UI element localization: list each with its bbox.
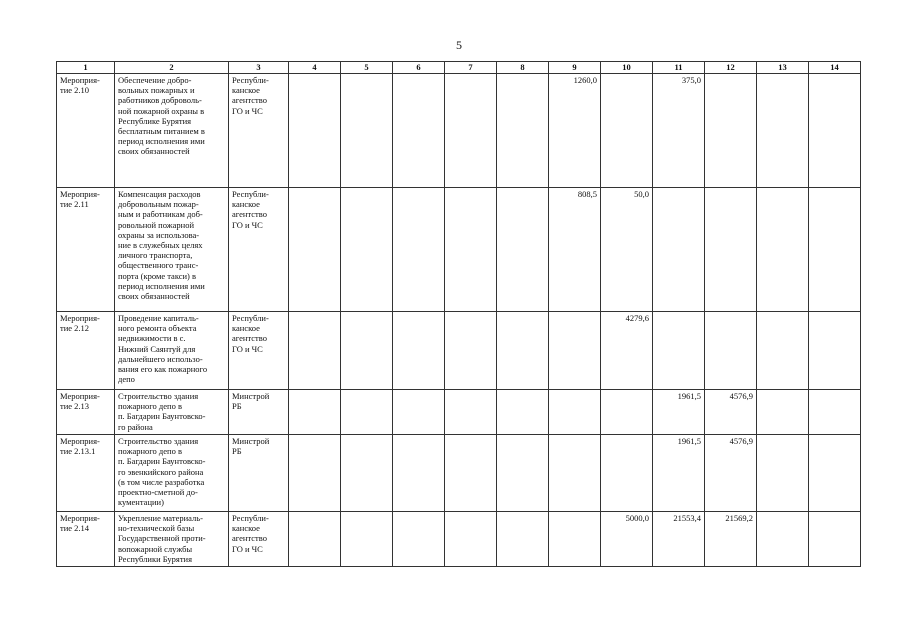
measure-name-cell: Мероприя- тие 2.11 bbox=[57, 188, 115, 312]
column-header: 1 bbox=[57, 62, 115, 74]
value-cell bbox=[445, 512, 497, 567]
value-cell bbox=[289, 512, 341, 567]
value-cell: 1961,5 bbox=[653, 390, 705, 435]
value-cell bbox=[445, 435, 497, 512]
value-cell: 375,0 bbox=[653, 74, 705, 188]
value-cell bbox=[341, 435, 393, 512]
value-cell bbox=[445, 312, 497, 390]
value-cell: 4576,9 bbox=[705, 435, 757, 512]
value-cell bbox=[601, 390, 653, 435]
column-header: 7 bbox=[445, 62, 497, 74]
value-cell bbox=[757, 512, 809, 567]
value-cell bbox=[549, 312, 601, 390]
value-cell bbox=[289, 435, 341, 512]
measure-name-cell: Мероприя- тие 2.13 bbox=[57, 390, 115, 435]
column-header: 4 bbox=[289, 62, 341, 74]
value-cell bbox=[757, 74, 809, 188]
value-cell bbox=[653, 312, 705, 390]
value-cell bbox=[601, 435, 653, 512]
page-number: 5 bbox=[456, 38, 462, 52]
value-cell bbox=[757, 435, 809, 512]
value-cell bbox=[445, 188, 497, 312]
value-cell bbox=[289, 390, 341, 435]
responsible-cell: Республи- канское агентство ГО и ЧС bbox=[229, 312, 289, 390]
measures-table bbox=[56, 61, 861, 567]
value-cell: 808,5 bbox=[549, 188, 601, 312]
value-cell bbox=[653, 188, 705, 312]
value-cell bbox=[757, 390, 809, 435]
measure-name-cell: Мероприя- тие 2.13.1 bbox=[57, 435, 115, 512]
table-row bbox=[57, 435, 861, 512]
value-cell bbox=[393, 512, 445, 567]
value-cell: 4576,9 bbox=[705, 390, 757, 435]
value-cell bbox=[549, 390, 601, 435]
column-header: 6 bbox=[393, 62, 445, 74]
responsible-cell: Республи- канское агентство ГО и ЧС bbox=[229, 512, 289, 567]
value-cell bbox=[497, 74, 549, 188]
measure-description-cell: Проведение капиталь- ного ремонта объекта недвижимости в с. Нижний Саянтуй для дальнейшего использо- вания его как пожарного депо bbox=[115, 312, 229, 390]
value-cell bbox=[393, 435, 445, 512]
value-cell bbox=[393, 390, 445, 435]
value-cell: 5000,0 bbox=[601, 512, 653, 567]
value-cell: 21569,2 bbox=[705, 512, 757, 567]
value-cell bbox=[497, 390, 549, 435]
column-header: 10 bbox=[601, 62, 653, 74]
value-cell bbox=[289, 188, 341, 312]
table-row bbox=[57, 512, 861, 567]
value-cell bbox=[497, 188, 549, 312]
table-row bbox=[57, 74, 861, 188]
column-header: 9 bbox=[549, 62, 601, 74]
value-cell bbox=[497, 512, 549, 567]
value-cell bbox=[393, 312, 445, 390]
column-header: 2 bbox=[115, 62, 229, 74]
value-cell bbox=[445, 390, 497, 435]
table-row bbox=[57, 188, 861, 312]
column-header: 11 bbox=[653, 62, 705, 74]
value-cell bbox=[705, 312, 757, 390]
column-header: 3 bbox=[229, 62, 289, 74]
column-header: 5 bbox=[341, 62, 393, 74]
responsible-cell: Республи- канское агентство ГО и ЧС bbox=[229, 74, 289, 188]
value-cell bbox=[705, 74, 757, 188]
responsible-cell: Минстрой РБ bbox=[229, 390, 289, 435]
measure-name-cell: Мероприя- тие 2.10 bbox=[57, 74, 115, 188]
value-cell: 1961,5 bbox=[653, 435, 705, 512]
measure-name-cell: Мероприя- тие 2.14 bbox=[57, 512, 115, 567]
value-cell bbox=[289, 312, 341, 390]
value-cell bbox=[497, 435, 549, 512]
value-cell bbox=[341, 312, 393, 390]
value-cell bbox=[393, 74, 445, 188]
table-row bbox=[57, 312, 861, 390]
value-cell bbox=[809, 188, 861, 312]
measure-name-cell: Мероприя- тие 2.12 bbox=[57, 312, 115, 390]
value-cell: 21553,4 bbox=[653, 512, 705, 567]
value-cell: 4279,6 bbox=[601, 312, 653, 390]
value-cell bbox=[393, 188, 445, 312]
value-cell: 50,0 bbox=[601, 188, 653, 312]
value-cell bbox=[705, 188, 757, 312]
responsible-cell: Минстрой РБ bbox=[229, 435, 289, 512]
value-cell bbox=[809, 512, 861, 567]
value-cell bbox=[757, 188, 809, 312]
value-cell bbox=[445, 74, 497, 188]
value-cell bbox=[289, 74, 341, 188]
value-cell: 1260,0 bbox=[549, 74, 601, 188]
value-cell bbox=[601, 74, 653, 188]
value-cell bbox=[341, 512, 393, 567]
measure-description-cell: Укрепление материаль- но-технической базы Государственной проти- вопожарной службы Республики Бурятия bbox=[115, 512, 229, 567]
column-header: 12 bbox=[705, 62, 757, 74]
value-cell bbox=[809, 74, 861, 188]
header-row bbox=[57, 62, 861, 74]
measure-description-cell: Компенсация расходов добровольным пожар- ным и работникам доб- ровольной пожарной охраны за использова- ние в служебных целях личного транспорта, общественного транс- порта (кроме такси) в период исполнения ими своих обязанностей bbox=[115, 188, 229, 312]
table-row bbox=[57, 390, 861, 435]
responsible-cell: Республи- канское агентство ГО и ЧС bbox=[229, 188, 289, 312]
measure-description-cell: Строительство здания пожарного депо в п. Багдарин Баунтовско- го района bbox=[115, 390, 229, 435]
value-cell bbox=[757, 312, 809, 390]
column-header: 14 bbox=[809, 62, 861, 74]
value-cell bbox=[497, 312, 549, 390]
value-cell bbox=[809, 312, 861, 390]
measure-description-cell: Обеспечение добро- вольных пожарных и работников доброволь- ной пожарной охраны в Республике Бурятия бесплатным питанием в период исполнения ими своих обязанностей bbox=[115, 74, 229, 188]
value-cell bbox=[549, 512, 601, 567]
value-cell bbox=[809, 390, 861, 435]
measure-description-cell: Строительство здания пожарного депо в п. Багдарин Баунтовско- го эвенкийского района (в том числе разработка проектно-сметной до- кументации) bbox=[115, 435, 229, 512]
value-cell bbox=[549, 435, 601, 512]
value-cell bbox=[341, 188, 393, 312]
value-cell bbox=[341, 74, 393, 188]
column-header: 8 bbox=[497, 62, 549, 74]
value-cell bbox=[809, 435, 861, 512]
column-header: 13 bbox=[757, 62, 809, 74]
value-cell bbox=[341, 390, 393, 435]
